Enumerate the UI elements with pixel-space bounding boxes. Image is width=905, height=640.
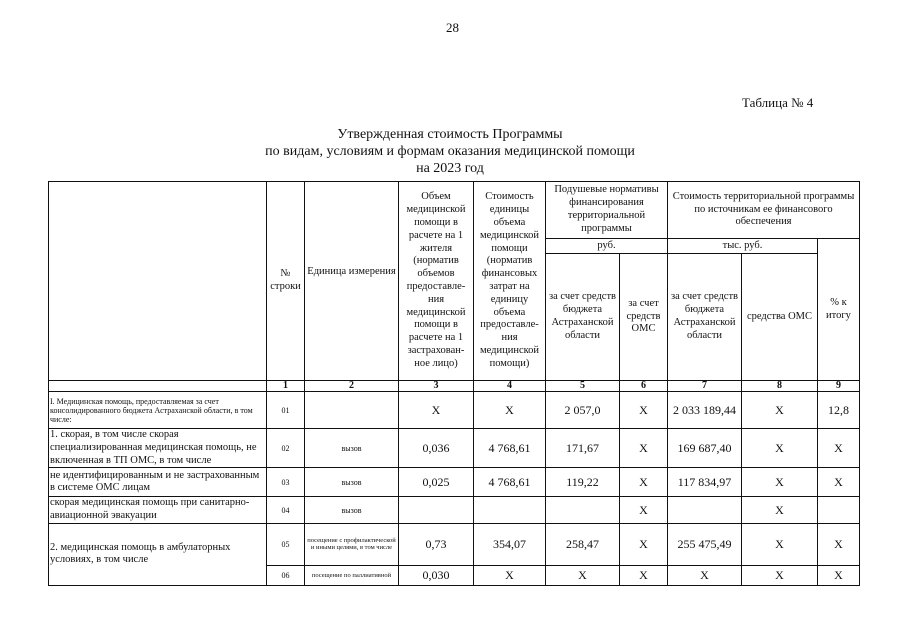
row-cost [474,497,546,524]
row-per-capita-budget: 119,22 [546,468,620,497]
column-number: 9 [818,381,860,392]
row-unit: вызов [305,468,399,497]
title-line-2: по видам, условиям и формам оказания медицинской помощи [265,144,635,159]
row-cost-oms: Х [742,523,818,565]
row-volume: Х [399,392,474,429]
row-number: 05 [267,523,305,565]
row-per-capita-oms: Х [620,523,668,565]
row-per-capita-oms: Х [620,497,668,524]
header-row-no: № строки [267,182,305,381]
row-per-capita-oms: Х [620,468,668,497]
header-percent: % к итогу [818,239,860,381]
row-volume: 0,025 [399,468,474,497]
column-number: 4 [474,381,546,392]
row-cost-oms: Х [742,497,818,524]
header-per-capita-unit: руб. [546,239,668,254]
page-number: 28 [446,20,459,35]
column-number: 8 [742,381,818,392]
table-row [49,523,860,565]
header-cost-oms: средства ОМС [742,254,818,381]
table-row [49,468,860,497]
row-per-capita-budget: Х [546,565,620,585]
row-volume: 0,036 [399,429,474,468]
title-line-1: Утвержденная стоимость Программы [337,127,563,142]
row-percent: Х [818,429,860,468]
row-name: I. Медицинская помощь, предоставляемая за счет консолидированного бюджета Астраханской области, в том числе: [49,392,267,429]
row-cost-budget: 169 687,40 [668,429,742,468]
table-label: Таблица № 4 [742,95,814,110]
column-number: 5 [546,381,620,392]
row-unit [305,392,399,429]
row-name: 1. скорая, в том числе скорая специализированная медицинская помощь, не включенная в ТП ОМС, в том числе [49,429,267,468]
header-cost-unit: тыс. руб. [668,239,818,254]
row-volume [399,497,474,524]
row-number: 01 [267,392,305,429]
row-name: скорая медицинская помощь при санитарно-авиационной эвакуации [49,497,267,524]
column-number: 7 [668,381,742,392]
row-unit: посещение по паллиативной [305,565,399,585]
header-per-capita-oms: за счет средств ОМС [620,254,668,381]
row-cost: 354,07 [474,523,546,565]
row-per-capita-budget [546,497,620,524]
row-per-capita-oms: Х [620,565,668,585]
row-cost: Х [474,565,546,585]
row-volume: 0,030 [399,565,474,585]
header-unit: Единица измерения [305,182,399,381]
row-cost-oms: Х [742,429,818,468]
row-per-capita-oms: Х [620,429,668,468]
row-per-capita-budget: 171,67 [546,429,620,468]
row-percent [818,497,860,524]
column-number: 2 [305,381,399,392]
row-cost-budget: 117 834,97 [668,468,742,497]
cost-table [48,181,860,586]
column-number: 1 [267,381,305,392]
row-number: 03 [267,468,305,497]
row-volume: 0,73 [399,523,474,565]
row-cost: 4 768,61 [474,429,546,468]
title-line-3: на 2023 год [416,161,484,176]
row-number: 04 [267,497,305,524]
row-cost: 4 768,61 [474,468,546,497]
row-unit: вызов [305,429,399,468]
row-per-capita-oms: Х [620,392,668,429]
row-percent: Х [818,468,860,497]
row-cost-budget: Х [668,565,742,585]
row-cost-budget: 255 475,49 [668,523,742,565]
table-row [49,429,860,468]
row-unit: посещение с профилактической и иными целями, в том числе [305,523,399,565]
row-cost-oms: Х [742,392,818,429]
row-cost-oms: Х [742,565,818,585]
row-cost-oms: Х [742,468,818,497]
row-percent: 12,8 [818,392,860,429]
document-title [180,126,720,177]
row-cost: Х [474,392,546,429]
header-volume: Объем медицинской помощи в расчете на 1 жителя (норматив объемов предоставле-ния медицинской помощи в расчете на 1 застрахован-ное лицо) [399,182,474,381]
row-number: 02 [267,429,305,468]
header-cost-budget: за счет средств бюджета Астраханской области [668,254,742,381]
header-per-capita-budget: за счет средств бюджета Астраханской области [546,254,620,381]
table-row [49,392,860,429]
column-number-blank [49,381,267,392]
row-name: 2. медицинская помощь в амбулаторных условиях, в том числе [49,523,267,585]
row-name: не идентифицированным и не застрахованным в системе ОМС лицам [49,468,267,497]
row-percent: Х [818,565,860,585]
row-number: 06 [267,565,305,585]
row-cost-budget: 2 033 189,44 [668,392,742,429]
header-name-blank [49,182,267,381]
column-number: 6 [620,381,668,392]
column-number: 3 [399,381,474,392]
row-per-capita-budget: 2 057,0 [546,392,620,429]
header-per-capita: Подушевые нормативы финансирования территориальной программы [546,182,668,239]
row-percent: Х [818,523,860,565]
table-row [49,497,860,524]
row-unit: вызов [305,497,399,524]
header-cost-sources: Стоимость территориальной программы по источникам ее финансового обеспечения [668,182,860,239]
header-cost: Стоимость единицы объема медицинской помощи (норматив финансовых затрат на единицу объема предоставле-ния медицинской помощи) [474,182,546,381]
row-cost-budget [668,497,742,524]
row-per-capita-budget: 258,47 [546,523,620,565]
